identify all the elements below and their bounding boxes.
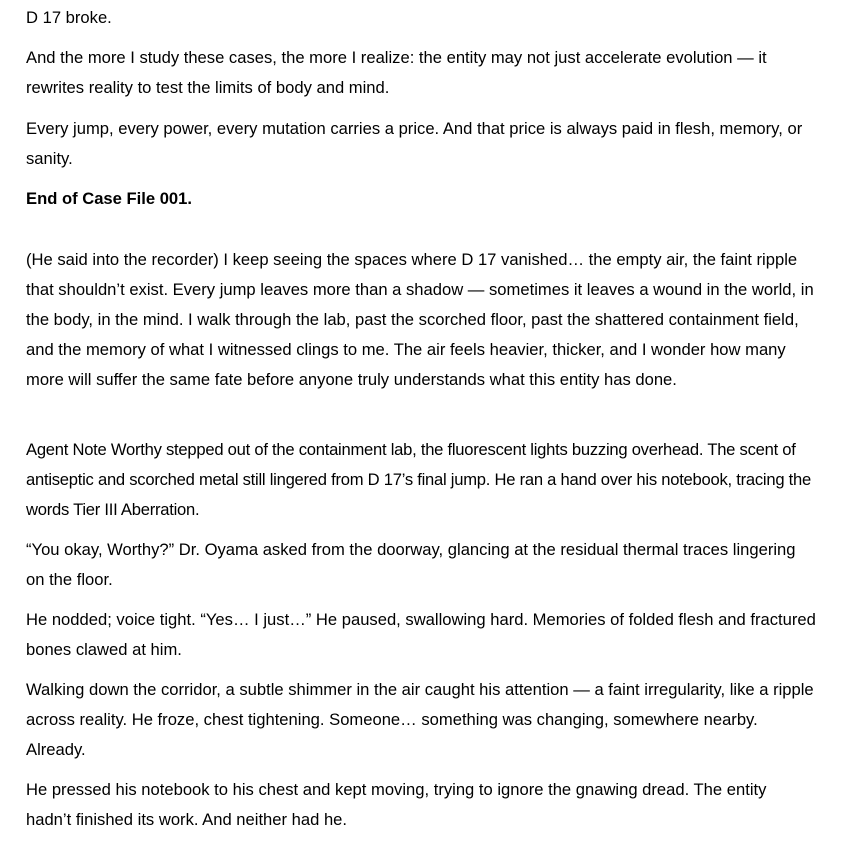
paragraph-notebook: He pressed his notebook to his chest and kept moving, trying to ignore the gnawing dread. The entity hadn’t finished its work. And neither had he.: [26, 780, 767, 829]
paragraph-dr-oyama: “You okay, Worthy?” Dr. Oyama asked from the doorway, glancing at the residual thermal traces lingering on the floor.: [26, 540, 796, 589]
paragraph-agent-worthy: Agent Note Worthy stepped out of the containment lab, the fluorescent lights buzzing overhead. The scent of antiseptic and scorched metal still lingered from D 17’s final jump. He ran a hand over his notebook, tracing the words Tier III Aberration.: [26, 440, 811, 519]
paragraph-d17-broke: D 17 broke.: [26, 8, 112, 27]
paragraph-study-cases: And the more I study these cases, the more I realize: the entity may not just accelerate evolution — it rewrites reality to test the limits of body and mind.: [26, 48, 767, 97]
paragraph-price: Every jump, every power, every mutation carries a price. And that price is always paid in flesh, memory, or sanity.: [26, 119, 803, 168]
paragraph-recorder: (He said into the recorder) I keep seeing the spaces where D 17 vanished… the empty air, the faint ripple that shouldn’t exist. Every jump leaves more than a shadow — sometimes it leaves a wound in the world, in the body, in the mind. I walk through the lab, past the scorched floor, past the shattered containment field, and the memory of what I witnessed clings to me. The air feels heavier, thicker, and I wonder how many more will suffer the same fate before anyone truly understands what this entity has done.: [26, 250, 814, 389]
paragraph-corridor: Walking down the corridor, a subtle shimmer in the air caught his attention — a faint irregularity, like a ripple across reality. He froze, chest tightening. Someone… something was changing, somewhere nearby. Already.: [26, 680, 814, 759]
case-file-end-heading: End of Case File 001.: [26, 189, 192, 208]
paragraph-nodded: He nodded; voice tight. “Yes… I just…” He paused, swallowing hard. Memories of folded flesh and fractured bones clawed at him.: [26, 610, 816, 659]
